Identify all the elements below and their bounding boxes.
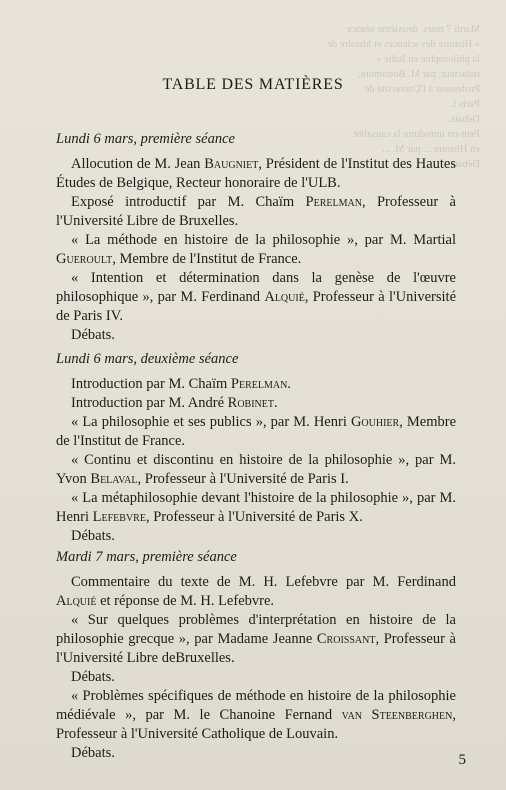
bleed-through-line: rédacteur, par M. Bottomore, Professeur à l'Université de: [357, 69, 480, 95]
author-surname: Belaval: [90, 471, 138, 487]
author-surname: Gueroult: [56, 251, 113, 267]
toc-entry: [56, 394, 456, 413]
entry-text: « Problèmes spécifiques de méthode en histoire de la philosophie médiévale », par M. le Chanoine Fernand: [56, 688, 456, 723]
entry-text: , Membre de l'Institut de France.: [56, 414, 457, 449]
session-entries: [56, 573, 456, 763]
author-surname: Lefebvre: [92, 509, 146, 525]
author-surname: Croissant: [316, 631, 376, 647]
toc-entry: [56, 155, 456, 193]
bleed-through-line: Mardi 7 mars, deuxième séance: [346, 24, 480, 35]
toc-entry: [56, 231, 456, 269]
author-surname: Baugniet: [204, 156, 259, 172]
session-heading: Lundi 6 mars, deuxième séance: [56, 351, 239, 367]
entry-text: Introduction par M. Chaïm: [71, 376, 231, 392]
author-surname: Alquié: [264, 289, 305, 305]
entry-text: Exposé introductif par M. Chaïm: [71, 194, 306, 210]
entry-text: Débats.: [71, 745, 115, 761]
session-entries: [56, 155, 456, 345]
toc-entry: [56, 611, 456, 668]
author-surname: Gouhier: [350, 414, 400, 430]
session-heading: Lundi 6 mars, première séance: [56, 131, 235, 147]
author-surname: van Steenberghen: [341, 707, 453, 723]
entry-text: « Sur quelques problèmes d'interprétation en histoire de la philosophie grecque », par Madame Jeanne: [56, 612, 456, 647]
entry-text: Commentaire du texte de M. H. Lefebvre par M. Ferdinand: [71, 574, 456, 590]
session-entries: [56, 375, 456, 546]
session-section-2: [56, 350, 456, 546]
toc-entry: [56, 668, 456, 687]
bleed-through-line: Débats.: [448, 159, 480, 170]
entry-text: , Professeur à l'Université Libre de Bruxelles.: [56, 194, 456, 229]
entry-text: , Professeur à l'Université Catholique de Louvain.: [56, 707, 456, 742]
entry-text: Introduction par M. André: [71, 395, 228, 411]
toc-entry: [56, 527, 456, 546]
session-heading: Mardi 7 mars, première séance: [56, 549, 237, 565]
toc-entry: [56, 687, 456, 744]
toc-entry: [56, 451, 456, 489]
entry-text: .: [274, 395, 278, 411]
page-number: 5: [458, 752, 466, 768]
toc-entry: [56, 193, 456, 231]
entry-text: et réponse de M. H. Lefebvre.: [96, 593, 275, 609]
toc-entry: [56, 375, 456, 394]
entry-text: , Président de l'Institut des Hautes Études de Belgique, Recteur honoraire de l'ULB.: [56, 156, 456, 191]
author-surname: Alquié: [56, 593, 97, 609]
bleed-through-line: Peut-on introduire la causalité: [353, 129, 480, 140]
entry-text: , Professeur à l'Université de Paris IV.: [56, 289, 457, 324]
toc-entry: [56, 413, 456, 451]
entry-text: , Professeur à l'Université de Paris X.: [145, 509, 363, 525]
bleed-through-line: « Histoire des sciences et histoire de la philosophie en Italie »: [327, 39, 480, 65]
entry-text: « La méthode en histoire de la philosophie », par M. Martial: [71, 232, 456, 248]
toc-entry: [56, 744, 456, 763]
toc-entry: [56, 326, 456, 345]
session-section-1: [56, 130, 456, 345]
entry-text: Allocution de M. Jean: [71, 156, 205, 172]
toc-entry: [56, 489, 456, 527]
entry-text: , Professeur à l'Université de Paris I.: [137, 471, 349, 487]
session-section-3: [56, 548, 456, 763]
bleed-through-line: Débats.: [448, 114, 480, 125]
entry-text: « Intention et détermination dans la genèse de l'œuvre philosophique », par M. Ferdinand: [56, 270, 456, 305]
author-surname: Perelman: [305, 194, 362, 210]
toc-entry: [56, 269, 456, 326]
entry-text: Débats.: [71, 327, 115, 343]
entry-text: Débats.: [71, 528, 115, 544]
page-title: TABLE DES MATIÈRES: [162, 76, 344, 93]
toc-entry: [56, 573, 456, 611]
bleed-through-line: Paris I.: [450, 99, 480, 110]
entry-text: « La métaphilosophie devant l'histoire de la philosophie », par M. Henri: [56, 490, 456, 525]
bleed-through-line: en Histoire ... par M. ...: [382, 144, 480, 155]
entry-text: , Membre de l'Institut de France.: [112, 251, 302, 267]
entry-text: Débats.: [71, 669, 115, 685]
author-surname: Robinet: [227, 395, 274, 411]
entry-text: .: [287, 376, 291, 392]
entry-text: « Continu et discontinu en histoire de la philosophie », par M. Yvon: [56, 452, 456, 487]
entry-text: , Professeur à l'Université Libre deBruxelles.: [56, 631, 456, 666]
entry-text: « La philosophie et ses publics », par M. Henri: [71, 414, 351, 430]
author-surname: Perelman: [230, 376, 288, 392]
